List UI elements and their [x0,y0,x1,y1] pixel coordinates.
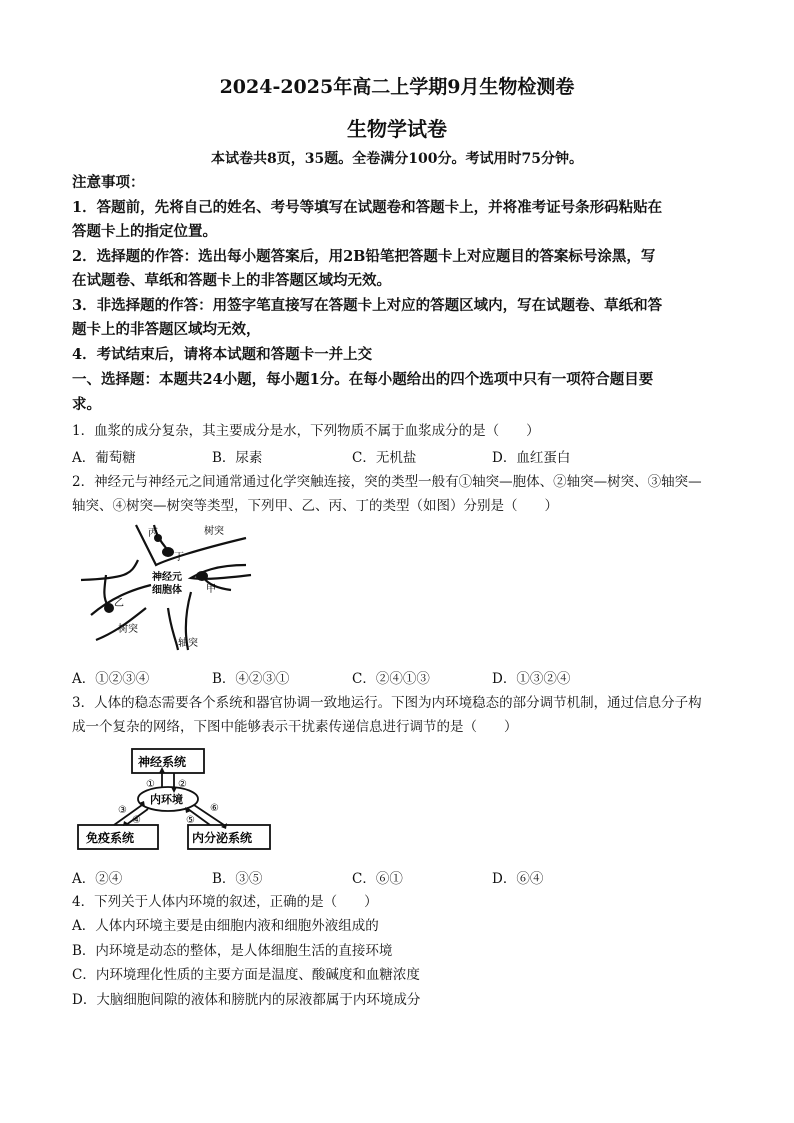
q3-option-a: A．②④ [72,871,123,887]
q4-option-a: A．人体内环境主要是由细胞内液和细胞外液组成的 [72,918,379,934]
label-neuron: 神经元 [152,572,182,583]
question-4-stem: 4．下列关于人体内环境的叙述，正确的是（ ） [72,894,378,910]
notice-item: 题卡上的非答题区域均无效， [72,321,261,338]
q1-option-d: D．血红蛋白 [492,450,571,466]
arrow-label-1: ① [146,779,155,790]
q2-option-c: C．②④①③ [352,671,430,687]
immune-system-label: 免疫系统 [86,831,135,845]
arrow-label-6: ⑥ [210,803,219,814]
arrow-label-5: ⑤ [186,815,195,826]
exam-info: 本试卷共8页，35题。全卷满分100分。考试用时75分钟。 [211,151,583,167]
arrow-label-2: ② [178,779,187,790]
notice-item: 答题卡上的指定位置。 [72,223,217,240]
question-2-stem-cont: 轴突、④树突—树突等类型，下列甲、乙、丙、丁的类型（如图）分别是（ ） [72,498,558,514]
q4-option-b: B．内环境是动态的整体，是人体细胞生活的直接环境 [72,943,393,959]
q2-option-b: B．④②③① [212,671,290,687]
endocrine-system-label: 内分泌系统 [192,831,253,845]
exam-title: 2024-2025年高二上学期9月生物检测卷 [219,76,575,98]
q4-option-c: C．内环境理化性质的主要方面是温度、酸碱度和血糖浓度 [72,967,420,983]
q2-option-a: A．①②③④ [72,671,150,687]
neuron-synapse-figure [76,520,256,655]
section-heading-cont: 求。 [72,396,101,413]
q4-option-d: D．大脑细胞间隙的液体和膀胱内的尿液都属于内环境成分 [72,992,421,1008]
label-yi: 乙 [114,598,124,609]
notice-heading: 注意事项： [72,174,145,191]
label-dendrite-bottom: 树突 [118,624,138,635]
notice-item: 1．答题前，先将自己的姓名、考号等填写在试题卷和答题卡上，并将准考证号条形码粘贴在 [72,199,663,216]
question-3-stem-cont: 成一个复杂的网络，下图中能够表示干扰素传递信息进行调节的是（ ） [72,719,518,735]
label-axon: 轴突 [178,638,198,649]
question-1-stem: 1．血浆的成分复杂，其主要成分是水，下列物质不属于血浆成分的是（ ） [72,423,540,439]
homeostasis-figure [74,745,274,855]
notice-item: 2．选择题的作答：选出每小题答案后，用2B铅笔把答题卡上对应题目的答案标号涂黑，写 [72,248,656,265]
question-2-stem: 2．神经元与神经元之间通常通过化学突触连接，突的类型一般有①轴突—胞体、②轴突—树突、③轴突— [72,474,702,490]
notice-item: 在试题卷、草纸和答题卡上的非答题区域均无效。 [72,272,391,289]
label-dendrite-top: 树突 [204,526,224,537]
label-bing: 丙 [148,528,158,539]
arrow-label-4: ④ [132,815,141,826]
internal-environment-label: 内环境 [150,793,183,806]
label-jia: 甲 [206,584,216,595]
question-3-stem: 3．人体的稳态需要各个系统和器官协调一致地运行。下图为内环境稳态的部分调节机制，通过信息分子构 [72,695,702,711]
q3-option-c: C．⑥① [352,871,403,887]
q1-option-a: A．葡萄糖 [72,450,136,466]
nervous-system-label: 神经系统 [138,755,187,769]
arrow-label-3: ③ [118,805,127,816]
label-cell-body: 细胞体 [152,585,182,596]
notice-item: 4．考试结束后，请将本试题和答题卡一并上交 [72,346,373,363]
label-ding: 丁 [174,552,184,563]
q3-option-d: D．⑥④ [492,871,544,887]
notice-item: 3．非选择题的作答：用签字笔直接写在答题卡上对应的答题区域内，写在试题卷、草纸和答 [72,297,663,314]
q1-option-c: C．无机盐 [352,450,417,466]
section-heading: 一、选择题：本题共24小题，每小题1分。在每小题给出的四个选项中只有一项符合题目要 [72,371,654,388]
q1-option-b: B．尿素 [212,450,263,466]
q2-option-d: D．①③②④ [492,671,571,687]
subject-title: 生物学试卷 [347,117,447,141]
q3-option-b: B．③⑤ [212,871,263,887]
